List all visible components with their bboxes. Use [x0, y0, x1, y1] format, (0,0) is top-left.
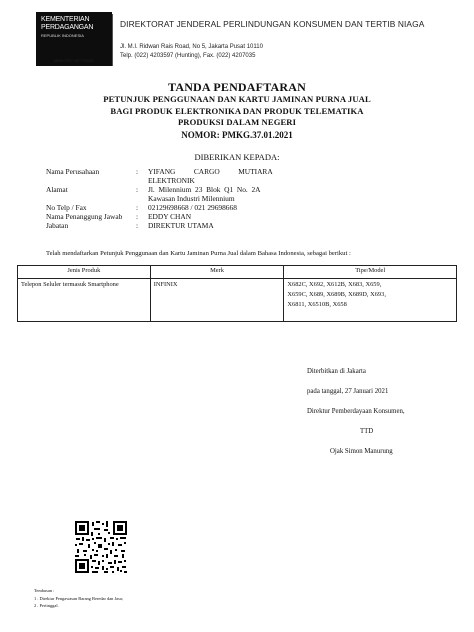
qr-code-icon	[74, 520, 128, 574]
company-name-value-2: ELEKTRONIK	[148, 176, 195, 185]
product-table	[17, 265, 457, 322]
address-value: Jl. Milennium 23 Blok Q1 No. 2A	[148, 185, 261, 194]
position-label: Jabatan	[46, 221, 69, 230]
logo-line-1: KEMENTERIAN	[41, 16, 90, 23]
cell-merk: INFINIX	[150, 279, 284, 322]
tipe-line-3: X6811, X6510B, X658	[287, 301, 347, 308]
phone-value: 02129698668 / 021 29698668	[148, 203, 237, 212]
cc-line-1: 1 . Direktur Pengawasan Barang Beredar dan Jasa;	[34, 596, 124, 601]
header-jenis-produk: Jenis Produk	[18, 266, 151, 279]
registration-number: NOMOR: PMKG.37.01.2021	[181, 130, 293, 140]
header-address: Jl. M.I. Ridwan Rais Road, No 5, Jakarta Pusat 10110	[120, 44, 263, 50]
colon: :	[136, 185, 139, 194]
table-header-row	[18, 266, 457, 279]
logo-footer: MINISTRY OF TRADE	[53, 58, 95, 63]
subtitle-line-3: PRODUKSI DALAM NEGERI	[177, 117, 297, 127]
logo-line-2: PERDAGANGAN	[41, 24, 94, 31]
cc-line-2: 2 . Pertinggal.	[34, 603, 59, 608]
intro-paragraph: Telah mendaftarkan Petunjuk Penggunaan dan Kartu Jaminan Purna Jual dalam Bahasa Indonesia, sebagai berikut :	[46, 250, 351, 257]
colon: :	[136, 221, 139, 230]
tipe-line-2: X659C, X689, X689B, X689D, X693,	[287, 291, 386, 298]
cc-title: Tembusan :	[34, 588, 55, 593]
signatory-role: Direktur Pemberdayaan Konsumen,	[307, 408, 405, 415]
directorate-title: DIREKTORAT JENDERAL PERLINDUNGAN KONSUMEN DAN TERTIB NIAGA	[120, 19, 425, 29]
ttd-mark: TTD	[360, 428, 374, 435]
given-to-label: DIBERIKAN KEPADA:	[194, 152, 280, 162]
header-phone: Telp. (022) 4203597 (Hunting), Fax. (022) 4207035	[120, 53, 256, 59]
company-name-label: Nama Perusahaan	[46, 167, 100, 176]
header-merk: Merk	[150, 266, 284, 279]
tipe-line-1: X682C, X692, X612B, X683, X659,	[287, 281, 382, 288]
logo-line-3: REPUBLIK INDONESIA	[41, 33, 84, 38]
company-name-value: YIFANG CARGO MUTIARA	[148, 167, 273, 176]
document-title: TANDA PENDAFTARAN	[168, 80, 306, 94]
address-label: Alamat	[46, 185, 68, 194]
pic-label: Nama Penanggung Jawab	[46, 212, 123, 221]
subtitle-line-2: BAGI PRODUK ELEKTRONIKA DAN PRODUK TELEMATIKA	[110, 106, 364, 116]
colon: :	[136, 212, 139, 221]
address-value-2: Kawasan Industri Milennium	[148, 194, 235, 203]
table-row	[18, 279, 457, 322]
issue-date: pada tanggal, 27 Januari 2021	[307, 388, 389, 395]
colon: :	[136, 203, 139, 212]
cell-jenis-produk: Telepon Seluler termasuk Smartphone	[18, 279, 151, 322]
cell-tipe-model	[284, 279, 457, 322]
pic-value: EDDY CHAN	[148, 212, 192, 221]
colon: :	[136, 167, 139, 176]
signatory-name: Ojak Simon Manurung	[330, 448, 393, 455]
phone-label: No Telp / Fax	[46, 203, 87, 212]
issued-at: Diterbitkan di Jakarta	[307, 368, 366, 375]
position-value: DIREKTUR UTAMA	[148, 221, 214, 230]
subtitle-line-1: PETUNJUK PENGGUNAAN DAN KARTU JAMINAN PURNA JUAL	[103, 94, 371, 104]
header-divider	[112, 14, 113, 66]
header-tipe-model: Tipe/Model	[284, 266, 457, 279]
